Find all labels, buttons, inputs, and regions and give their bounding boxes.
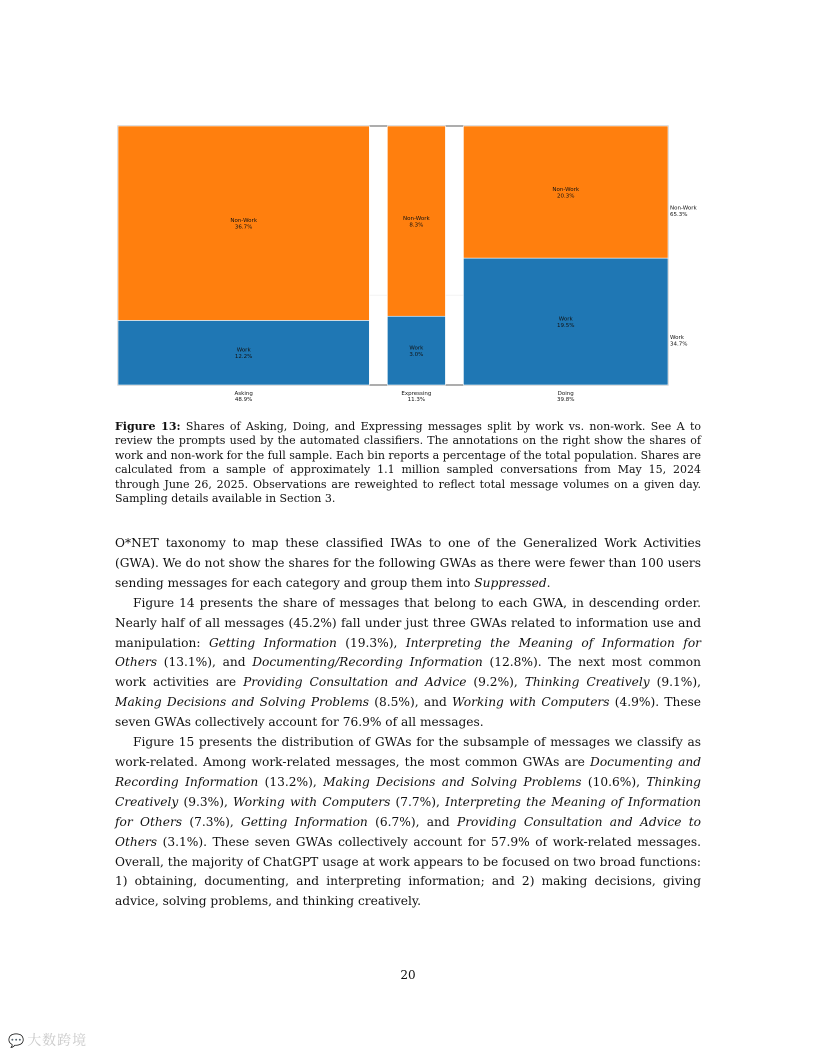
segment-label: Non-Work [552,187,580,194]
x-tick-label: Asking [234,391,253,397]
italic-term: Thinking Creatively [524,675,650,690]
right-annotation-value: 34.7% [670,341,688,348]
segment-label: Work [236,347,251,354]
italic-term: Suppressed [474,575,547,590]
text-run: (13.2%), [258,774,324,789]
text-run: (3.1%). These seven GWAs collectively account for 57.9% of work-related messages. Overall, the majority of ChatGPT usage at work appears to be focused on two broad functions: 1) obtaining, documenting, and interpreting information; and 2) making decisions, giving advice, solving problems, and thinking creatively. [115,834,701,909]
segment-label: Work [409,345,424,352]
watermark-text: 大数跨境 [27,1033,88,1049]
figure-caption-label: Figure 13: [115,420,181,433]
italic-term: Getting Information [208,635,337,650]
italic-term: Providing Consultation and Advice [243,675,467,690]
italic-term: Getting Information [241,814,368,829]
mosaic-chart [0,0,816,410]
segment-label: Non-Work [230,218,258,225]
paragraph [115,733,701,912]
segment-value: 8.3% [409,222,424,229]
text-run: (6.7%), and [367,814,457,829]
italic-term: Making Decisions and Solving Problems [323,774,582,789]
x-tick-label: Expressing [401,391,432,397]
chart-bars [118,126,668,385]
italic-term: Documenting and Recording Information [115,754,701,789]
text-run: . [546,575,551,590]
watermark [8,1030,87,1050]
chart-right-annotations [670,206,697,348]
italic-term: Thinking Creatively [115,774,701,809]
text-run: (19.3%), [336,635,406,650]
italic-term: Working with Computers [452,695,610,710]
x-tick-label: Doing [557,391,574,397]
italic-term: Interpreting the Meaning of Information for Others [115,635,701,670]
text-run: (13.1%), and [157,655,253,670]
segment-value: 20.3% [556,193,575,200]
text-run: Figure 15 presents the distribution of GWAs for the subsample of messages we classify as work-related. Among work-related messages, the most common GWAs are [115,735,701,769]
segment-value: 3.0% [409,352,424,359]
segment-label: Work [558,316,573,323]
x-tick-share: 48.9% [234,397,253,403]
text-run: (9.1%), [649,675,701,690]
x-tick-share: 39.8% [556,397,575,403]
chart-x-tick-labels [235,391,575,403]
text-run: (12.8%). The next most common work activities are [115,655,701,690]
segment-value: 12.2% [234,354,253,361]
text-run: (9.3%), [178,794,234,809]
figure-caption [115,420,701,506]
body-text [115,534,701,912]
segment-value: 19.5% [556,323,575,330]
text-run: (10.6%), [581,774,647,789]
italic-term: Making Decisions and Solving Problems [115,695,370,710]
text-run: (7.7%), [390,794,446,809]
text-run: (4.9%). These seven GWAs collectively account for 76.9% of all messages. [115,695,701,730]
x-tick-share: 11.3% [407,397,426,403]
italic-term: Working with Computers [233,794,391,809]
paragraph [115,534,701,594]
segment-value: 36.7% [234,224,253,231]
paragraph [115,594,701,733]
page-number: 20 [400,968,416,982]
text-run: O*NET taxonomy to map these classified IWAs to one of the Generalized Work Activities (GWA). We do not show the shares for the following GWAs as there were fewer than 100 users sending messages for each category and group them into [115,536,701,590]
text-run: (7.3%), [182,814,242,829]
italic-term: Providing Consultation and Advice to Others [115,814,701,849]
text-run: (9.2%), [466,675,525,690]
text-run: Figure 14 presents the share of messages that belong to each GWA, in descending order. Nearly half of all messages (45.2%) fall under just three GWAs related to information use and manipulation: [115,595,701,650]
right-annotation-value: 65.3% [670,212,688,219]
italic-term: Documenting/Recording Information [252,655,483,670]
figure-caption-text: Shares of Asking, Doing, and Expressing messages split by work vs. non-work. See A to review the prompts used by the automated classifiers. The annotations on the right show the shares of work and non-work for the full sample. Each bin reports a percentage of the total population. Shares are calculated from a sample of approximately 1.1 million sampled conversations from May 15, 2024 through June 26, 2025. Observations are reweighted to reflect total message volumes on a given day. Sampling details available in Section 3. [115,420,701,506]
right-annotation-label: Work [670,335,684,342]
segment-label: Non-Work [403,216,430,223]
text-run: (8.5%), and [369,695,453,710]
chat-bubbles-icon: 💬 [8,1034,26,1049]
italic-term: Interpreting the Meaning of Information for Others [115,794,701,829]
right-annotation-label: Non-Work [670,205,697,212]
